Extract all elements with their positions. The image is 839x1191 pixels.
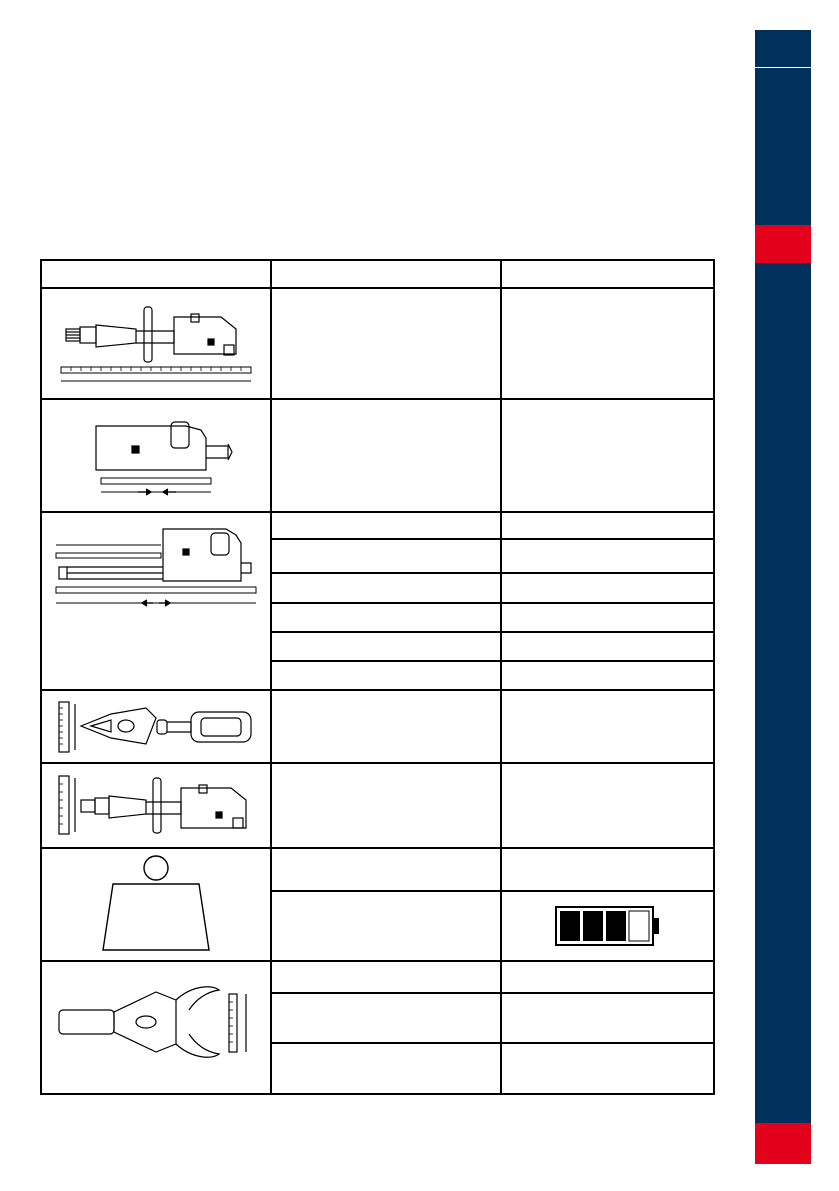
spec-value-cell xyxy=(501,1043,714,1094)
spec-value-cell xyxy=(501,632,714,661)
spec-label-cell xyxy=(271,288,501,399)
spec-value-cell xyxy=(501,961,714,993)
sidebar-red-bottom xyxy=(755,1123,811,1164)
table-row xyxy=(41,399,714,512)
spec-label-cell xyxy=(271,891,501,961)
spec-value-cell xyxy=(501,763,714,848)
battery-segment-2 xyxy=(583,911,603,941)
spec-label-cell xyxy=(271,993,501,1043)
table-row xyxy=(41,690,714,762)
spec-label-cell xyxy=(271,603,501,632)
table-header-row xyxy=(41,260,714,288)
spec-label-cell xyxy=(271,632,501,661)
header-cell xyxy=(501,260,714,288)
spec-value-cell xyxy=(501,573,714,603)
jaw-opening-icon xyxy=(41,961,271,1094)
battery-segment-3 xyxy=(606,911,626,941)
sidebar-navy-main xyxy=(755,263,811,1123)
spec-value-cell xyxy=(501,512,714,539)
table-row xyxy=(41,763,714,848)
header-cell xyxy=(271,260,501,288)
spec-label-cell xyxy=(271,763,501,848)
spec-label-cell xyxy=(271,848,501,891)
battery-segment-1 xyxy=(560,911,580,941)
spec-value-cell xyxy=(501,848,714,891)
table-row xyxy=(41,961,714,993)
spec-label-cell xyxy=(271,399,501,512)
spec-value-cell xyxy=(501,399,714,512)
table-row xyxy=(41,288,714,399)
spec-label-cell xyxy=(271,539,501,573)
table-row xyxy=(41,512,714,539)
spec-label-cell xyxy=(271,512,501,539)
tool-height-icon xyxy=(41,690,271,762)
tool-extended-length-icon xyxy=(41,512,271,690)
weight-icon xyxy=(41,848,271,961)
battery-segment-4 xyxy=(629,911,649,941)
spec-table xyxy=(40,259,715,1095)
spec-label-cell xyxy=(271,1043,501,1094)
spec-value-cell xyxy=(501,993,714,1043)
header-cell xyxy=(41,260,271,288)
sidebar-red-marker xyxy=(755,225,811,263)
spec-value-cell xyxy=(501,661,714,690)
spec-value-cell xyxy=(501,288,714,399)
spec-value-cell xyxy=(501,539,714,573)
sidebar-divider xyxy=(755,67,811,68)
spec-label-cell xyxy=(271,573,501,603)
table-row xyxy=(41,848,714,891)
tool-width-icon xyxy=(41,763,271,848)
spec-value-cell xyxy=(501,603,714,632)
spec-value-cell xyxy=(501,891,714,961)
sidebar-navy-top xyxy=(755,30,811,225)
spec-label-cell xyxy=(271,690,501,762)
battery-icon xyxy=(553,904,663,948)
tool-length-icon xyxy=(41,288,271,399)
spec-label-cell xyxy=(271,961,501,993)
sidebar-tab-strip xyxy=(755,30,811,1164)
spec-label-cell xyxy=(271,661,501,690)
spec-value-cell xyxy=(501,690,714,762)
tool-compressed-length-icon xyxy=(41,399,271,512)
